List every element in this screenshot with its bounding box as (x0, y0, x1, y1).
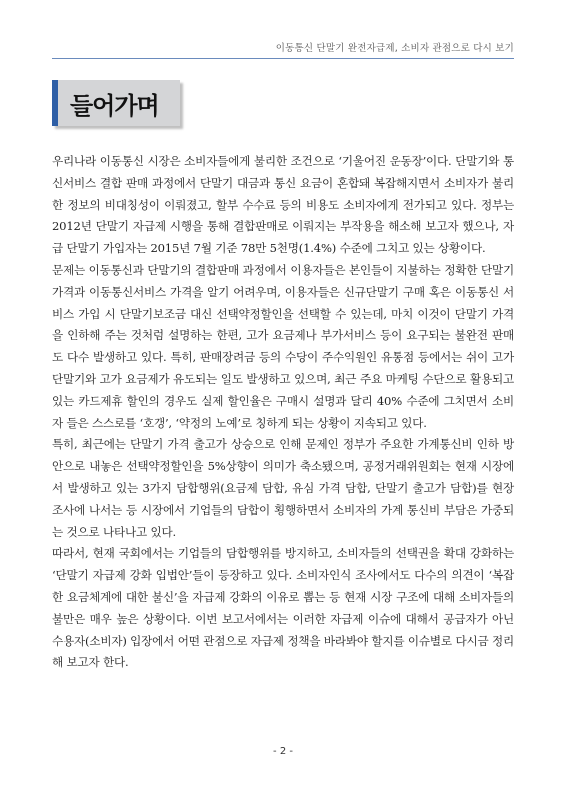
section-title: 들어가며 (70, 91, 159, 120)
paragraph: 특히, 최근에는 단말기 가격 출고가 상승으로 인해 문제인 정부가 주요한 가계통신비 인하 방안으로 내놓은 선택약정할인을 5%상향이 의미가 축소됐으며, 공정거래위원회는 현재 시장에서 발생하고 있는 3가지 담합행위(요금제 담합, 유심 가격 담합, 단말기 출고가 담합)를 현장 조사에 나서는 등 시장에서 기업들의 담합이 횡행하면서 소비자의 가계 통신비 부담은 가중되는 것으로 나타나고 있다. (52, 437, 514, 539)
body-text (52, 151, 514, 674)
paragraph: 문제는 이동통신과 단말기의 결합판매 과정에서 이용자들은 본인들이 지불하는 정확한 단말기 가격과 이동통신서비스 가격을 알기 어려우며, 이용자들은 신규단말기 구매 혹은 이동통신 서비스 가입 시 단말기보조금 대신 선택약정할인을 선택할 수 있는데, 마치 이것이 단말기 가격을 인하해 주는 것처럼 설명하는 한편, 고가 요금제나 부가서비스 등이 요구되는 불완전 판매도 다수 발생하고 있다. 특히, 판매장려금 등의 수당이 주수익원인 유통점 등에서는 쉬이 고가 단말기와 고가 요금제가 유도되는 일도 발생하고 있으며, 최근 주요 마케팅 수단으로 활용되고 있는 카드제휴 할인의 경우도 실제 할인율은 구매시 설명과 달리 40% 수준에 그치면서 소비자 들은 스스로를 ‘호갱’, ‘약정의 노예’로 칭하게 되는 상황이 지속되고 있다. (52, 262, 514, 430)
header-divider (52, 58, 514, 59)
paragraph: 따라서, 현재 국회에서는 기업들의 담합행위를 방지하고, 소비자들의 선택권을 확대 강화하는 ‘단말기 자급제 강화 입법안’들이 등장하고 있다. 소비자인식 조사에서도 다수의 의견이 ‘복잡한 요금체계에 대한 불신’을 자급제 강화의 이유로 뽑는 등 현재 시장 구조에 대해 소비자들의 불만은 매우 높은 상황이다. 이번 보고서에서는 이러한 자급제 이슈에 대해서 공급자가 아닌 수용자(소비자) 입장에서 어떤 관점으로 자급제 정책을 바라봐야 할지를 이슈별로 다시금 정리해 보고자 한다. (52, 546, 514, 670)
section-title-box (52, 80, 180, 126)
running-header: 이동통신 단말기 완전자급제, 소비자 관점으로 다시 보기 (275, 43, 514, 54)
page-number: - 2 - (273, 746, 293, 757)
paragraph: 우리나라 이동통신 시장은 소비자들에게 불리한 조건으로 ‘기울어진 운동장’이다. 단말기와 통신서비스 결합 판매 과정에서 단말기 대금과 통신 요금이 혼합돼 복잡해지면서 소비자가 불리한 정보의 비대칭성이 이뤄졌고, 할부 수수료 등의 비용도 소비자에게 전가되고 있다. 정부는 2012년 단말기 자급제 시행을 통해 결합판매로 이뤄지는 부작용을 해소해 보고자 했으나, 자급 단말기 가입자는 2015년 7월 기준 78만 5천명(1.4%) 수준에 그치고 있는 상황이다. (52, 154, 514, 256)
